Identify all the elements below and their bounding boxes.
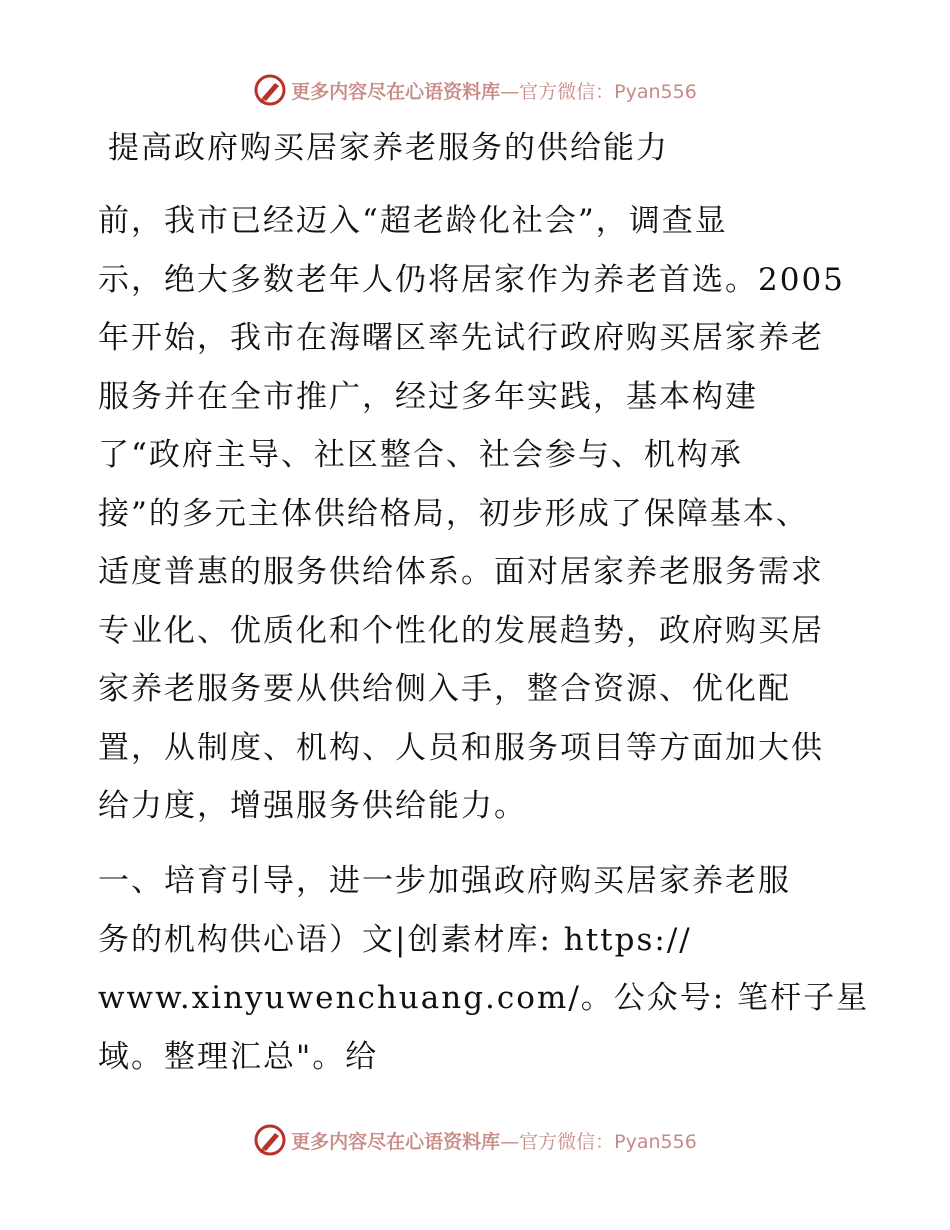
paragraph-line: 接”的多元主体供给格局，初步形成了保障基本、 bbox=[98, 495, 809, 532]
paragraph-line: 务的机构供心语）文|创素材库: https:// bbox=[98, 921, 692, 958]
header-banner bbox=[0, 70, 950, 110]
pen-logo-icon bbox=[253, 1123, 287, 1157]
banner-main-text: 更多内容尽在心语资料库 bbox=[291, 1130, 501, 1153]
pen-logo-icon bbox=[253, 73, 287, 107]
paragraph-2 bbox=[98, 852, 870, 1086]
paragraph-line: www.xinyuwenchuang.com/。公众号: 笔杆子星 bbox=[98, 980, 870, 1016]
banner-main-text: 更多内容尽在心语资料库 bbox=[291, 80, 501, 103]
footer-banner bbox=[0, 1120, 950, 1160]
paragraph-line: 前，我市已经迈入“超老龄化社会”，调查显 bbox=[98, 203, 728, 239]
banner-sub-text: —官方微信：Pyan556 bbox=[500, 80, 697, 103]
paragraph-line: 一、培育引导，进一步加强政府购买居家养老服 bbox=[98, 863, 791, 899]
paragraph-1 bbox=[98, 192, 858, 836]
paragraph-line: 适度普惠的服务供给体系。面对居家养老服务需求 bbox=[98, 554, 824, 590]
paragraph-line: 给力度，增强服务供给能力。 bbox=[98, 788, 527, 824]
banner-sub-text: —官方微信：Pyan556 bbox=[500, 1130, 697, 1153]
paragraph-line: 了“政府主导、社区整合、社会参与、机构承 bbox=[98, 437, 743, 473]
paragraph-line: 专业化、优质化和个性化的发展趋势，政府购买居 bbox=[98, 612, 824, 649]
paragraph-line: 年开始，我市在海曙区率先试行政府购买居家养老 bbox=[98, 320, 824, 356]
paragraph-line: 域。整理汇总"。给 bbox=[98, 1038, 379, 1075]
paragraph-line: 家养老服务要从供给侧入手，整合资源、优化配 bbox=[98, 671, 791, 707]
paragraph-line: 置，从制度、机构、人员和服务项目等方面加大供 bbox=[98, 729, 824, 766]
paragraph-line: 示，绝大多数老年人仍将居家作为养老首选。2005 bbox=[98, 261, 845, 298]
document-title: 提高政府购买居家养老服务的供给能力 bbox=[108, 130, 669, 166]
paragraph-line: 服务并在全市推广，经过多年实践，基本构建 bbox=[98, 378, 758, 415]
